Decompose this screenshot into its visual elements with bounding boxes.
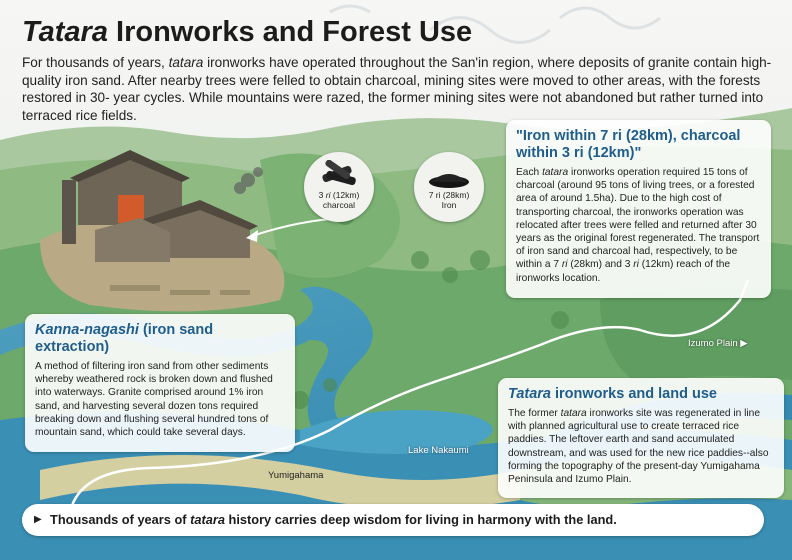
- title-emphasis: Tatara: [22, 16, 108, 48]
- footer-text: [50, 512, 617, 527]
- charcoal-icon: [318, 160, 360, 190]
- distance-panel-text: [516, 166, 761, 285]
- landuse-text-a: The former: [508, 408, 561, 419]
- lake-nakaumi-label: Lake Nakaumi: [408, 445, 469, 456]
- arrow-right-icon: ▶: [740, 338, 748, 349]
- charcoal-distance-unit: ri: [325, 190, 331, 200]
- footer-text-1: Thousands of years of: [50, 512, 191, 527]
- distance-panel: [506, 120, 771, 298]
- play-triangle-icon: ▶: [34, 514, 42, 525]
- iron-circle: [414, 152, 484, 222]
- distance-text-em2: ri: [561, 259, 568, 271]
- iron-name: Iron: [441, 200, 457, 210]
- distance-text-em1: tatara: [542, 167, 569, 178]
- distance-text-b: ironworks operation required 15 tons of charcoal (around 95 tons of living trees, or a forested area of around 1.5ha). Due to the high cost of transporting charcoal, the ironworks operation was relocated after trees were felled and returned after 30 years as the original forest regenerated. The transport of iron sand and charcoal had, respectively, to be within a 7: [516, 167, 760, 271]
- charcoal-circle: [304, 152, 374, 222]
- footer-banner: [22, 504, 764, 536]
- intro-text-2: ironworks have operated throughout the San'in region, where deposits of granite contain high-quality iron sand. After nearby trees were felled to obtain charcoal, mining sites were moved to other areas, with the forests restored in 30- year cycles. While mountains were razed, the former mining sites were not abandoned but rather turned into terraced rice fields.: [22, 55, 772, 123]
- kanna-panel-text: A method of filtering iron sand from other sediments whereby weathered rock is broken down and flushed into waterways. Granite comprised around 1% iron sand, and harvesting several dozen tons required breaking down and flushing several hundred tons of mountain sand, which could take several days.: [35, 361, 273, 439]
- intro-paragraph: [22, 54, 772, 124]
- distance-panel-title: "Iron within 7 ri (28km), charcoal within 3 ri (12km)": [516, 128, 741, 161]
- charcoal-name: charcoal: [322, 200, 356, 210]
- distance-text-a: Each: [516, 167, 543, 178]
- intro-text-1: For thousands of years,: [22, 55, 169, 70]
- landuse-title-em: Tatara: [508, 386, 551, 402]
- land-use-panel-title: [508, 386, 774, 403]
- yumigahama-label: Yumigahama: [268, 470, 324, 481]
- distance-text-em3: ri: [633, 259, 639, 271]
- footer-emphasis: tatara: [190, 512, 225, 527]
- kanna-panel-title: [35, 322, 285, 356]
- footer-text-2: history carries deep wisdom for living in harmony with the land.: [224, 512, 617, 527]
- kanna-nagashi-panel: [25, 314, 295, 452]
- title-rest: Ironworks and Forest Use: [107, 16, 473, 48]
- distance-text-d: (12km) reach of the ironworks location.: [516, 259, 731, 284]
- iron-label: [414, 190, 484, 210]
- iron-sand-icon: [427, 166, 471, 190]
- kanna-title-rest: (iron sand extraction): [35, 322, 214, 355]
- page-title: [22, 16, 472, 49]
- iron-distance: 7 ri (28km): [428, 190, 470, 200]
- kanna-title-em: Kanna-nagashi: [35, 322, 139, 338]
- land-use-panel: [498, 378, 784, 498]
- land-use-panel-text: [508, 407, 774, 486]
- landuse-text-b: ironworks site was regenerated in line with planned agricultural use to create terraced rice paddies. The leftover earth and sand accumulated downstream, and was used for the new rice paddies--also forming the topography of the present-day Yumigahama Peninsula and Izumo Plain.: [508, 408, 769, 486]
- distance-text-c: (28km) and 3: [567, 259, 634, 271]
- charcoal-label: [304, 190, 374, 210]
- intro-emphasis: tatara: [168, 55, 204, 70]
- landuse-text-em: tatara: [560, 408, 587, 419]
- charcoal-distance-num: 3: [318, 190, 326, 200]
- charcoal-distance-km: (12km): [330, 190, 360, 200]
- landuse-title-rest: ironworks and land use: [550, 386, 717, 402]
- izumo-label-text: Izumo Plain: [688, 338, 738, 349]
- izumo-plain-label: [688, 338, 748, 349]
